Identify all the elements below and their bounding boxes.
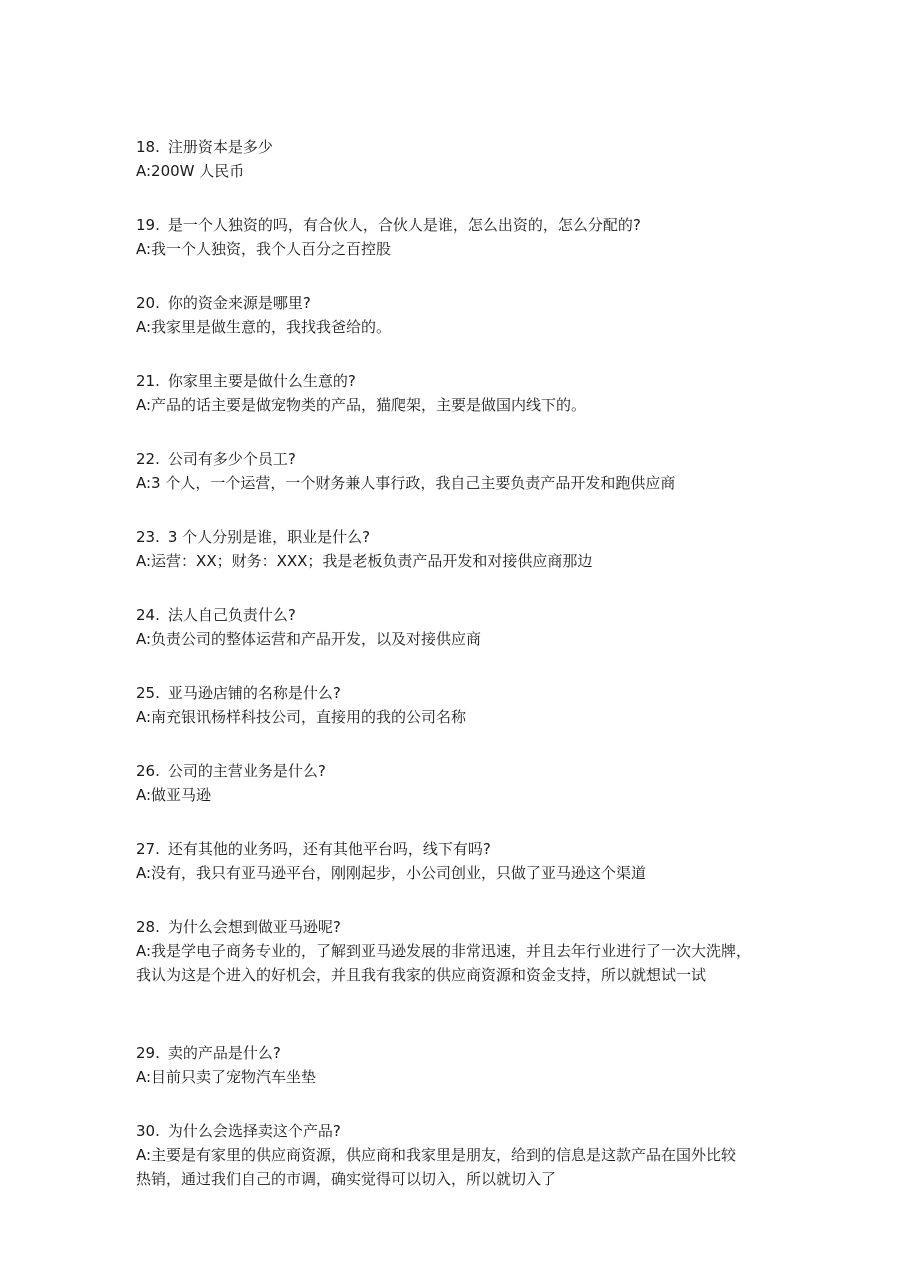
- question-line: [136, 447, 776, 471]
- qa-list: [136, 135, 776, 1221]
- qa-item: [136, 213, 776, 261]
- question-text: 3 个人分别是谁，职业是什么?: [167, 528, 371, 546]
- question-number: 26.: [136, 762, 160, 780]
- question-line: [136, 525, 776, 549]
- answer-line: A:产品的话主要是做宠物类的产品，猫爬架，主要是做国内线下的。: [136, 396, 587, 414]
- answer-line: A:负责公司的整体运营和产品开发，以及对接供应商: [136, 630, 482, 648]
- answer-line: A:我家里是做生意的，我找我爸给的。: [136, 318, 392, 336]
- qa-item: [136, 291, 776, 339]
- qa-item: [136, 681, 776, 729]
- question-line: [136, 681, 776, 705]
- answer-line: 我认为这是个进入的好机会，并且我有我家的供应商资源和资金支持，所以就想试一试: [136, 966, 707, 984]
- qa-item: [136, 759, 776, 807]
- question-number: 30.: [136, 1122, 160, 1140]
- question-number: 21.: [136, 372, 160, 390]
- question-text: 是一个人独资的吗，有合伙人，合伙人是谁，怎么出资的，怎么分配的?: [167, 216, 641, 234]
- qa-item: [136, 1119, 776, 1191]
- question-line: [136, 759, 776, 783]
- question-line: [136, 1119, 776, 1143]
- qa-item: [136, 603, 776, 651]
- answer-line: A:我是学电子商务专业的，了解到亚马逊发展的非常迅速，并且去年行业进行了一次大洗牌，: [136, 942, 752, 960]
- question-text: 为什么会想到做亚马逊呢?: [167, 918, 341, 936]
- question-text: 公司有多少个员工?: [167, 450, 296, 468]
- question-line: [136, 1041, 776, 1065]
- question-line: [136, 837, 776, 861]
- question-text: 注册资本是多少: [167, 138, 273, 156]
- question-line: [136, 135, 776, 159]
- answer-line: A:目前只卖了宠物汽车坐垫: [136, 1068, 317, 1086]
- qa-item: [136, 447, 776, 495]
- question-line: [136, 369, 776, 393]
- question-line: [136, 291, 776, 315]
- question-number: 18.: [136, 138, 160, 156]
- qa-item: [136, 369, 776, 417]
- question-number: 25.: [136, 684, 160, 702]
- question-text: 法人自己负责什么?: [167, 606, 296, 624]
- question-text: 为什么会选择卖这个产品?: [167, 1122, 341, 1140]
- answer-line: A:主要是有家里的供应商资源，供应商和我家里是朋友，给到的信息是这款产品在国外比较: [136, 1146, 737, 1164]
- question-text: 卖的产品是什么?: [167, 1044, 281, 1062]
- answer-line: A:运营：XX；财务：XXX；我是老板负责产品开发和对接供应商那边: [136, 552, 593, 570]
- answer-line: A:做亚马逊: [136, 786, 212, 804]
- question-line: [136, 213, 776, 237]
- qa-item: [136, 1041, 776, 1089]
- qa-item: [136, 135, 776, 183]
- question-line: [136, 915, 776, 939]
- answer-line: A:200W 人民币: [136, 162, 245, 180]
- question-text: 公司的主营业务是什么?: [167, 762, 326, 780]
- question-number: 27.: [136, 840, 160, 858]
- question-number: 22.: [136, 450, 160, 468]
- question-number: 28.: [136, 918, 160, 936]
- qa-item: [136, 837, 776, 885]
- answer-line: A:3 个人，一个运营，一个财务兼人事行政，我自己主要负责产品开发和跑供应商: [136, 474, 676, 492]
- question-number: 24.: [136, 606, 160, 624]
- question-text: 你家里主要是做什么生意的?: [167, 372, 356, 390]
- question-line: [136, 603, 776, 627]
- question-text: 你的资金来源是哪里?: [167, 294, 311, 312]
- question-number: 20.: [136, 294, 160, 312]
- answer-line: 热销，通过我们自己的市调，确实觉得可以切入，所以就切入了: [136, 1170, 557, 1188]
- answer-line: A:我一个人独资，我个人百分之百控股: [136, 240, 392, 258]
- question-text: 亚马逊店铺的名称是什么?: [167, 684, 341, 702]
- question-number: 19.: [136, 216, 160, 234]
- answer-line: A:南充银讯杨样科技公司，直接用的我的公司名称: [136, 708, 467, 726]
- question-number: 23.: [136, 528, 160, 546]
- question-text: 还有其他的业务吗，还有其他平台吗，线下有吗?: [167, 840, 491, 858]
- answer-line: A:没有，我只有亚马逊平台，刚刚起步，小公司创业，只做了亚马逊这个渠道: [136, 864, 647, 882]
- question-number: 29.: [136, 1044, 160, 1062]
- qa-item: [136, 915, 776, 987]
- qa-item: [136, 525, 776, 573]
